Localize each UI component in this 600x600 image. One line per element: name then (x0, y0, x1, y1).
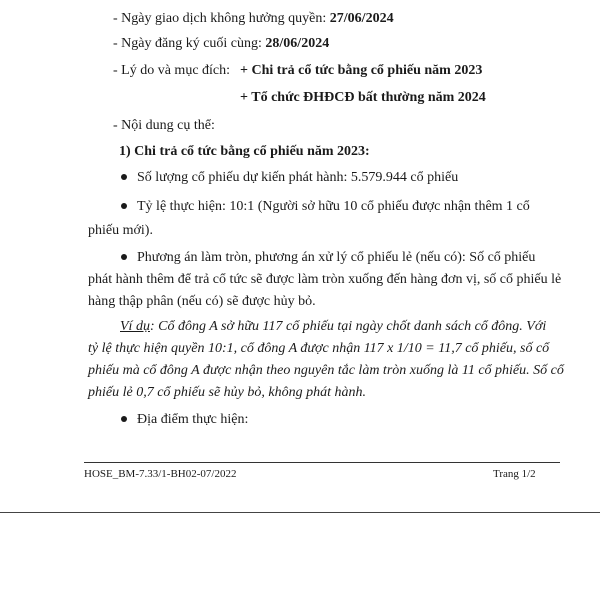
purpose-label: - Lý do và mục đích: (113, 63, 231, 78)
example-label: Ví dụ (120, 319, 150, 334)
purpose-item-dividend: + Chi trả cổ tức bằng cổ phiếu năm 2023 (240, 63, 483, 78)
ex-rights-date-label: - Ngày giao dịch không hưởng quyền: (113, 11, 327, 26)
rounding-text-line2: phát hành thêm để trả cổ tức sẽ được làm tròn xuống đến hàng đơn vị, số cổ phiếu lẻ (88, 272, 562, 287)
purpose-item-egm: + Tổ chức ĐHĐCĐ bất thường năm 2024 (240, 90, 486, 105)
rounding-item (121, 249, 535, 267)
ratio-text-line1: Tỷ lệ thực hiện: 10:1 (Người sở hữu 10 cổ phiếu được nhận thêm 1 cổ (137, 199, 530, 214)
example-text-line1: : Cổ đông A sở hữu 117 cổ phiếu tại ngày chốt danh sách cổ đông. Với (149, 319, 547, 334)
location-label: Địa điểm thực hiện: (137, 412, 249, 427)
footer-form-code: HOSE_BM-7.33/1-BH02-07/2022 (84, 468, 237, 480)
expected-shares-item (121, 169, 458, 187)
footer-divider (84, 462, 560, 463)
bullet-icon (121, 203, 127, 209)
bullet-icon (121, 254, 127, 260)
record-date-value: 28/06/2024 (265, 36, 330, 51)
record-date-label: - Ngày đăng ký cuối cùng: (113, 36, 262, 51)
rounding-text-line1: Phương án làm tròn, phương án xử lý cổ phiếu lẻ (nếu có): Số cổ phiếu (137, 250, 536, 265)
ratio-text-line2: phiếu mới). (88, 223, 153, 238)
ratio-item (121, 198, 530, 216)
ex-rights-date-line (113, 10, 394, 28)
location-item (121, 411, 248, 429)
bullet-icon (121, 416, 127, 422)
record-date-line (113, 35, 329, 53)
example-line1 (120, 318, 546, 336)
rounding-text-line3: hàng thập phân (nếu có) sẽ được hủy bỏ. (88, 294, 316, 309)
page-bottom-edge (0, 512, 600, 513)
footer-page-number: Trang 1/2 (493, 468, 536, 480)
content-label: - Nội dung cụ thể: (113, 118, 215, 133)
expected-shares-text: Số lượng cổ phiếu dự kiến phát hành: 5.579.944 cổ phiếu (137, 170, 459, 185)
example-text-line3: phiếu mà cổ đông A được nhận theo nguyên tắc làm tròn xuống là 11 cổ phiếu. Số cổ (88, 363, 564, 378)
example-text-line4: phiếu lẻ 0,7 cổ phiếu sẽ hủy bỏ, không phát hành. (88, 385, 367, 400)
ex-rights-date-value: 27/06/2024 (329, 11, 394, 26)
section-heading-dividend: 1) Chi trả cổ tức bằng cổ phiếu năm 2023: (119, 144, 370, 159)
bullet-icon (121, 174, 127, 180)
example-text-line2: tỷ lệ thực hiện quyền 10:1, cổ đông A được nhận 117 x 1/10 = 11,7 cổ phiếu, số cổ (88, 341, 550, 356)
